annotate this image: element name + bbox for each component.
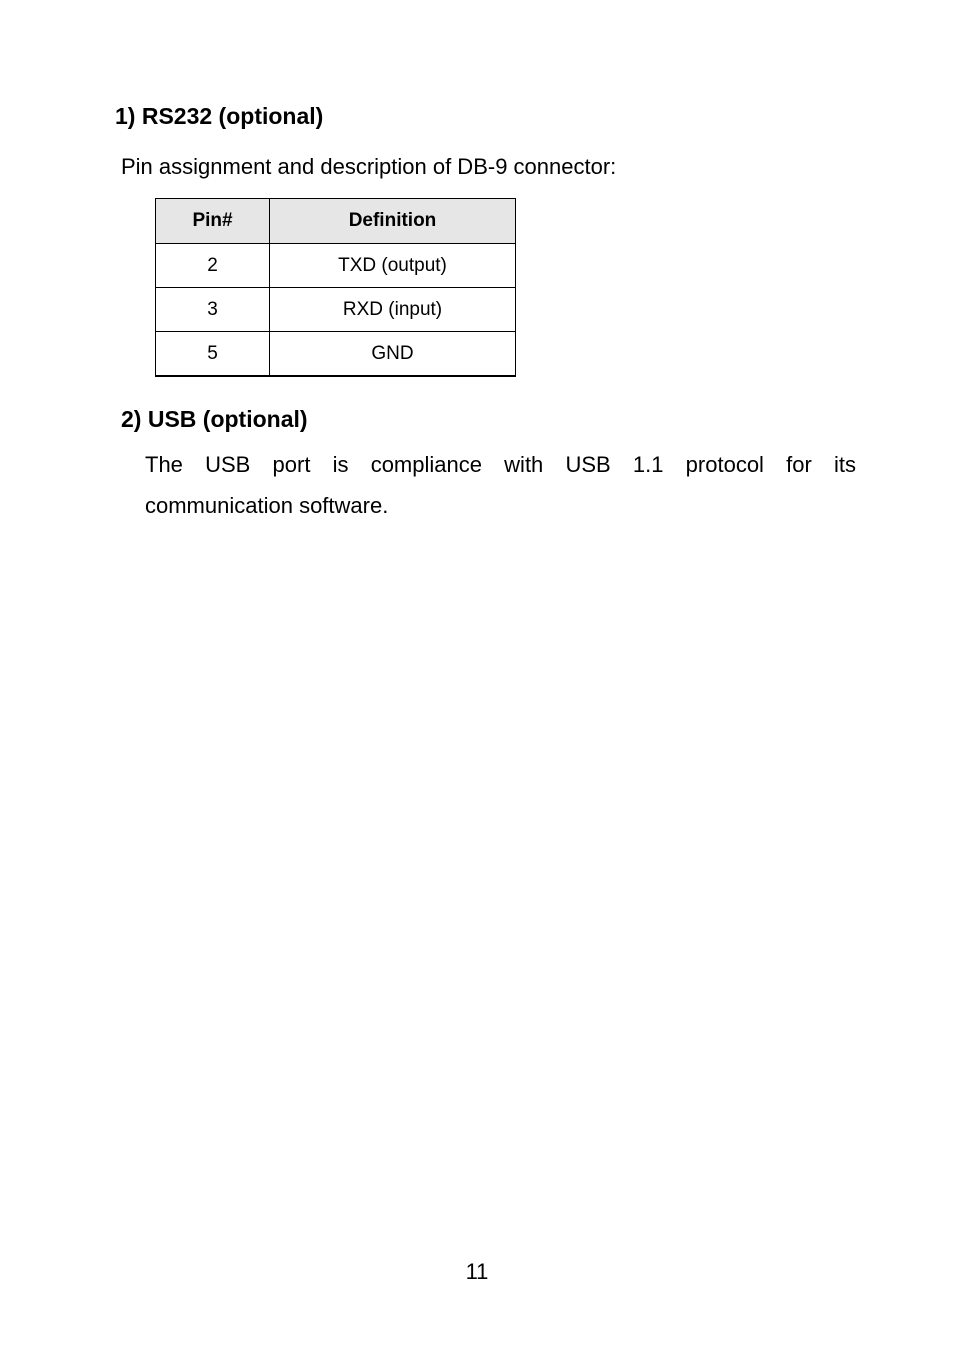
table-row <box>156 244 516 288</box>
pin-definition-cell: GND <box>270 332 516 377</box>
column-header-definition: Definition <box>270 199 516 244</box>
pin-number-cell: 3 <box>156 288 270 332</box>
section-heading-rs232: 1) RS232 (optional) <box>115 103 324 129</box>
table-row <box>156 288 516 332</box>
table-header-row <box>156 199 516 244</box>
paragraph-line: The USB port is compliance with USB 1.1 protocol for its <box>145 452 856 477</box>
paragraph-line: communication software. <box>145 493 389 518</box>
pin-definition-cell: TXD (output) <box>270 244 516 288</box>
pin-definition-cell: RXD (input) <box>270 288 516 332</box>
section-intro-text: Pin assignment and description of DB-9 connector: <box>121 154 617 179</box>
pin-assignment-table <box>155 198 516 377</box>
table-row <box>156 332 516 377</box>
pin-number-cell: 5 <box>156 332 270 377</box>
section-heading-usb: 2) USB (optional) <box>121 406 308 432</box>
column-header-pin: Pin# <box>156 199 270 244</box>
pin-number-cell: 2 <box>156 244 270 288</box>
usb-description-paragraph <box>145 444 856 526</box>
page-number: 11 <box>465 1259 489 1284</box>
